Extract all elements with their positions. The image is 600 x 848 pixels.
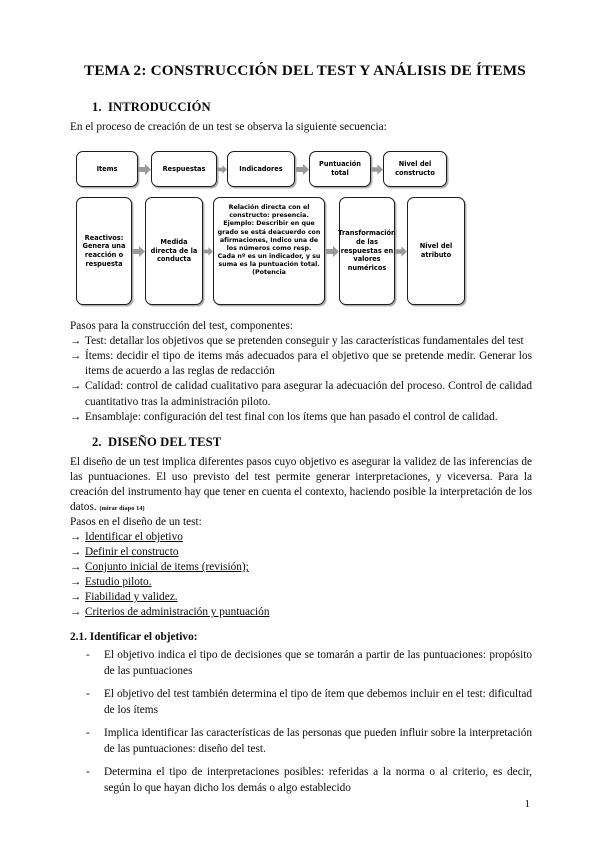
flow-node-indicadores: Indicadores	[227, 151, 295, 187]
flow-row-bottom	[76, 197, 506, 305]
arrow-right-icon	[395, 197, 407, 305]
step-label: Criterios de administración y puntuación	[85, 606, 270, 619]
section-number: 2.	[92, 434, 102, 449]
flow-node-transformacion: Transformación de las respuestas en valores numéricos	[339, 197, 395, 305]
flow-node-puntuacion-total: Puntuación total	[309, 151, 371, 187]
list-item	[70, 545, 532, 560]
flow-node-relacion-directa: Relación directa con el constructo: presencia. Ejemplo: Describir en que grado se está deacuerdo con afirmaciones, Indico una de los números como resp. Cada nº es un indicador, y su suma es la puntuación total. (Potencia	[213, 197, 325, 305]
arrow-right-icon	[371, 163, 383, 176]
arrow-right-icon	[325, 197, 339, 305]
section-heading-introduccion	[92, 100, 532, 115]
section2-note: (mirar diapo 14)	[99, 504, 145, 512]
arrow-right-icon	[295, 163, 309, 176]
list-item: - El objetivo del test también determina el tipo de ítem que debemos incluir en el test: dificultad de los ítems	[70, 686, 532, 718]
components-intro: Pasos para la construcción del test, componentes:	[70, 320, 294, 333]
list-item	[70, 560, 532, 575]
list-item: - El objetivo indica el tipo de decisiones que se tomarán a partir de las puntuaciones: propósito de las puntuaciones	[70, 647, 532, 679]
flow-node-respuestas: Respuestas	[151, 151, 217, 187]
objective-bullets-list	[70, 647, 532, 796]
arrow-right-icon	[217, 163, 227, 176]
step-label: Conjunto inicial de items (revisión);	[85, 561, 249, 574]
flow-node-medida-directa: Medida directa de la conducta	[145, 197, 203, 305]
list-item: - Implica identificar las características de las personas que pueden influir sobre la interpretación de las puntuaciones: diseño del test.	[70, 725, 532, 757]
list-item	[70, 605, 532, 620]
arrow-right-icon	[138, 163, 151, 176]
flow-row-top	[76, 147, 506, 191]
flow-node-reactivos: Reactivos: Genera una reacción o respuesta	[76, 197, 132, 305]
step-label: Estudio piloto.	[85, 576, 152, 589]
list-item	[70, 575, 532, 590]
list-item: → Test: detallar los objetivos que se pretenden conseguir y las características fundamentales del test	[70, 334, 532, 349]
intro-lead-text: En el proceso de creación de un test se observa la siguiente secuencia:	[70, 121, 387, 133]
flow-node-nivel-atributo: Nivel del atributo	[407, 197, 465, 305]
section-title: DISEÑO DEL TEST	[108, 434, 222, 449]
list-item: → Calidad: control de calidad cualitativo para asegurar la adecuación del proceso. Control de calidad cuantitativo tras la administración piloto.	[70, 379, 532, 409]
subsection-heading-identificar-objetivo: 2.1. Identificar el objetivo:	[70, 630, 198, 643]
step-label: Identificar el objetivo	[85, 530, 183, 543]
design-steps-list	[70, 530, 532, 621]
step-label: Definir el constructo	[85, 545, 179, 558]
section2-paragraph	[70, 455, 532, 515]
arrow-right-icon	[203, 197, 213, 305]
arrow-right-icon	[132, 197, 145, 305]
flow-node-items: Items	[76, 151, 138, 187]
list-item	[70, 530, 532, 545]
page-title: TEMA 2: CONSTRUCCIÓN DEL TEST Y ANÁLISIS DE ÍTEMS	[84, 62, 526, 79]
list-item	[70, 590, 532, 605]
section-number: 1.	[92, 100, 102, 114]
section-heading-diseno-del-test	[92, 435, 532, 450]
section-title: INTRODUCCIÓN	[108, 100, 211, 114]
steps-intro: Pasos en el diseño de un test:	[70, 515, 202, 528]
page-number: 1	[524, 798, 530, 810]
list-item: → Ítems: decidir el tipo de items más adecuados para el objetivo que se pretende medir. Generar los items de acuerdo a las reglas de redacción	[70, 349, 532, 379]
section2-paragraph-text: El diseño de un test implica diferentes pasos cuyo objetivo es asegurar la validez de las inferencias de las puntuaciones. El uso previsto del test permite generar interpretaciones, y viceversa. Para la creación del instrumento hay que tener en cuenta el contexto, haciendo posible la interpretación de los datos.	[70, 455, 532, 513]
list-item: → Ensamblaje: configuración del test final con los ítems que han pasado el control de calidad.	[70, 410, 532, 425]
flow-diagram	[76, 147, 506, 305]
step-label: Fiabilidad y validez.	[85, 591, 178, 604]
list-item: - Determina el tipo de interpretaciones posibles: referidas a la norma o al criterio, es decir, según lo que hayan dicho los demás o algo establecido	[70, 764, 532, 796]
flow-node-nivel-constructo: Nivel del constructo	[383, 151, 447, 187]
components-list	[70, 334, 532, 425]
